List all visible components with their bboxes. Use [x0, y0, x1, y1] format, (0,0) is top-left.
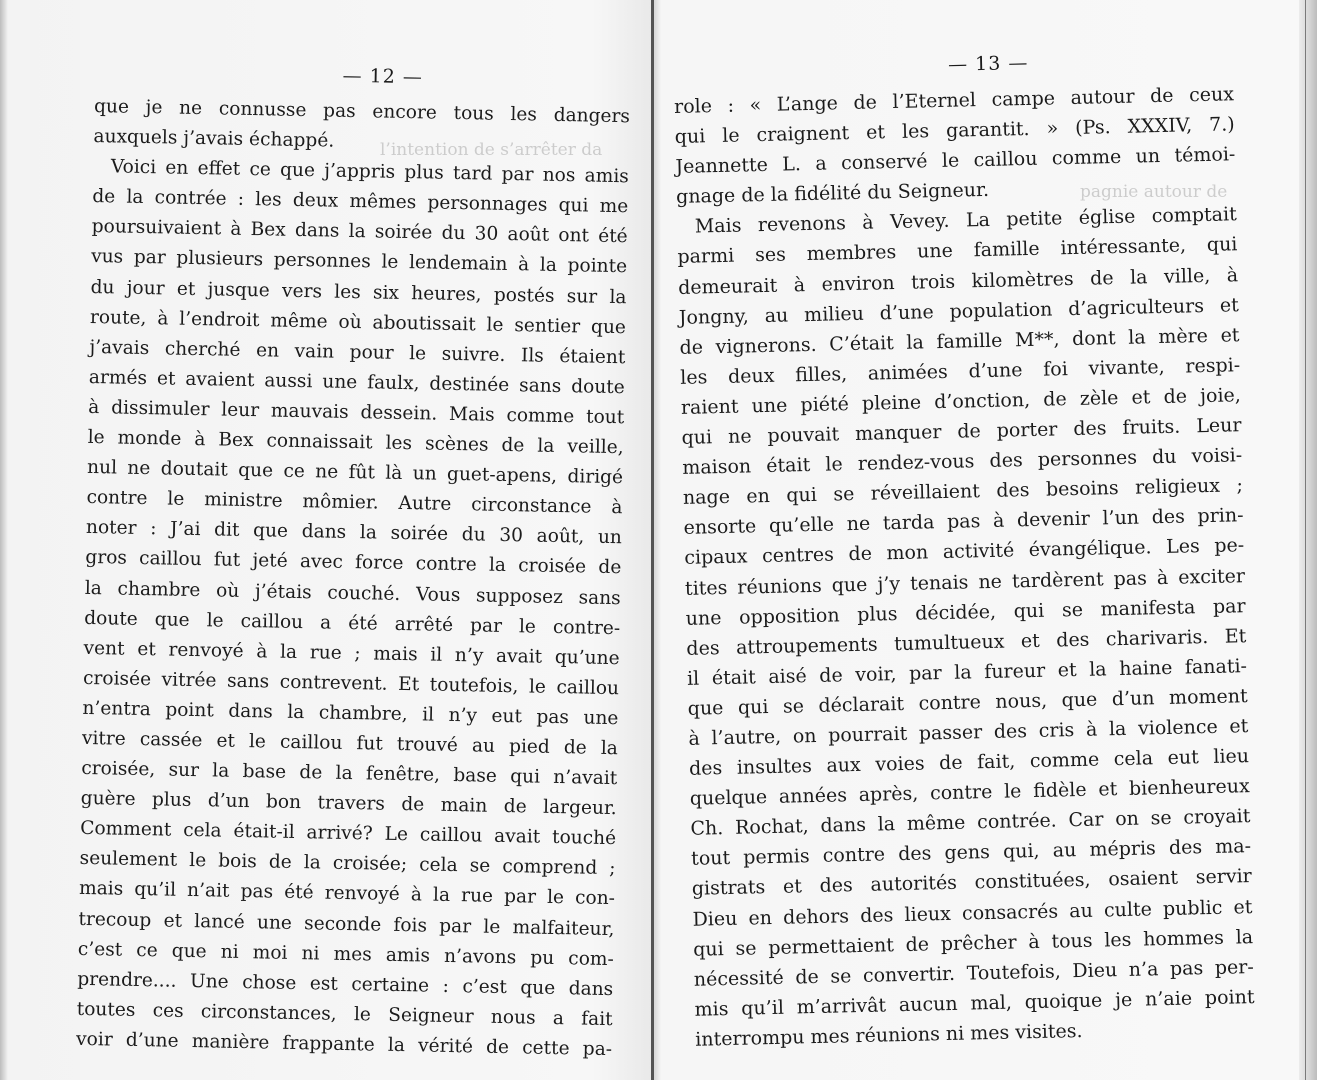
text-line: une opposition plus décidée, qui se manifesta par: [685, 594, 1246, 630]
text-line: parmi ses membres une famille intéressante, qui: [677, 233, 1238, 269]
text-line: du jour et jusque vers les six heures, postés sur la: [90, 276, 627, 308]
text-line: Ch. Rochat, dans la même contrée. Car on se croyait: [690, 805, 1251, 841]
text-line: doute que le caillou a été arrêté par le contre-: [84, 607, 621, 639]
text-line: de vignerons. C’était la famille M**, dont la mère et: [679, 323, 1240, 359]
text-line: Mais revenons à Vevey. La petite église comptait: [694, 203, 1237, 238]
text-line: armés et avaient aussi une faulx, destinée sans doute: [88, 366, 625, 399]
page-edge: [1299, 0, 1317, 1080]
text-line: que qui se déclarait contre nous, que d’un moment: [687, 685, 1248, 720]
text-line: guère plus d’un bon travers de main de largeur.: [80, 788, 617, 820]
text-line: demeurait à environ trois kilomètres de la ville, à: [677, 263, 1239, 299]
text-line: il était aisé de voir, par la fureur et la haine fanati-: [686, 654, 1248, 690]
text-line: tites réunions que j’y tenais ne tardèrent pas à exciter: [684, 564, 1246, 600]
text-line: raient une piété pleine d’onction, de zèle et de joie,: [680, 384, 1242, 419]
page-shadow: [0, 0, 8, 1080]
text-line: mis qu’il m’arrivât aucun mal, quoique je n’aie point: [694, 985, 1255, 1021]
text-line: auxquels j’avais échappé.: [93, 126, 335, 152]
text-line: Comment cela était-il arrivé? Le caillou avait touché: [80, 818, 617, 850]
page-number-left: — 12 —: [342, 64, 424, 89]
right-page: [673, 45, 1255, 1054]
text-line: gnage de la fidélité du Seigneur.: [675, 179, 990, 209]
text-line: des attroupements tumultueux et des charivaris. Et: [686, 624, 1247, 660]
left-page-text: [76, 92, 630, 1065]
text-line: seulement le bois de la croisée; cela se comprend ;: [79, 848, 616, 880]
text-line: route, à l’endroit même où aboutissait le sentier que: [89, 306, 627, 338]
text-line: j’avais cherché en vain pour le suivre. Ils étaient: [89, 336, 626, 368]
bleed-through-text-left: l’intention de s’arrêter da: [380, 140, 603, 160]
text-line: trecoup et lancé une seconde fois par le malfaiteur,: [78, 908, 615, 940]
text-line: gros caillou fut jeté avec force contre la croisée de: [85, 547, 622, 579]
text-line: vitre cassée et le caillou fut trouvé au pied de la: [81, 727, 619, 760]
text-line: Dieu en dehors des lieux consacrés au culte public et: [692, 895, 1253, 931]
text-line: maison était le rendez-vous des personnes du voisi-: [682, 444, 1243, 480]
text-line: gistrats et des autorités constituées, osaient servir: [691, 865, 1252, 901]
text-line: croisée vitrée sans contrevent. Et toutefois, le caillou: [82, 667, 620, 699]
page-number-right: — 13 —: [947, 51, 1029, 76]
text-line: voir d’une manière frappante la vérité de cette pa-: [75, 1028, 613, 1061]
text-line: les deux filles, animées d’une foi vivante, respi-: [680, 354, 1241, 389]
text-line: Jeannette L. a conservé le caillou comme un témoi-: [675, 143, 1236, 179]
text-line: nul ne doutait que ce ne fût là un guet-apens, dirigé: [86, 457, 624, 489]
book-gutter: [651, 0, 654, 1080]
text-line: toutes ces circonstances, le Seigneur nous a fait: [76, 998, 613, 1030]
bleed-through-text-right: pagnie autour de: [1080, 182, 1228, 202]
text-line: que je ne connusse pas encore tous les dangers: [93, 95, 631, 128]
text-line: n’entra point dans la chambre, il n’y eut pas une: [82, 697, 619, 730]
text-line: nécessité de se convertir. Toutefois, Dieu n’a pas per-: [693, 955, 1255, 991]
text-line: Jongny, au milieu d’une population d’agriculteurs et: [678, 293, 1239, 329]
text-line: le monde à Bex connaissait les scènes de la veille,: [87, 426, 624, 459]
left-page: [76, 58, 631, 1065]
text-line: Voici en effet ce que j’appris plus tard par nos amis: [110, 156, 630, 188]
text-line: de la contrée : les deux mêmes personnages qui me: [92, 186, 629, 218]
text-line: mais qu’il n’ait pas été renvoyé à la rue par le con-: [78, 878, 616, 910]
text-line: nage en qui se réveillaient des besoins religieux ;: [682, 474, 1244, 510]
text-line: vus par plusieurs personnes le lendemain à la pointe: [90, 246, 628, 278]
text-line: poursuivaient à Bex dans la soirée du 30 août ont été: [91, 216, 628, 248]
text-line: noter : J’ai dit que dans la soirée du 30 août, un: [85, 517, 623, 549]
text-line: prendre.... Une chose est certaine : c’est que dans: [77, 968, 614, 1000]
text-line: qui ne pouvait manquer de porter des fruits. Leur: [681, 414, 1242, 449]
text-line: qui le craignent et les garantit. » (Ps. XXXIV, 7.): [674, 113, 1235, 149]
text-line: des insultes aux voies de fait, comme cela eut lieu: [688, 745, 1250, 780]
text-line: vent et renvoyé à la rue ; mais il n’y avait qu’une: [83, 637, 620, 669]
text-line: cipaux centres de mon activité évangélique. Les pe-: [684, 534, 1245, 570]
text-line: à l’autre, on pourrait passer des cris à la violence et: [688, 715, 1249, 750]
text-line: role : « L’ange de l’Eternel campe autour de ceux: [673, 83, 1235, 118]
text-line: ensorte qu’elle ne tarda pas à devenir l’un des prin-: [683, 504, 1244, 540]
text-line: croisée, sur la base de la fenêtre, base qui n’avait: [81, 757, 618, 790]
text-line: qui se permettaient de prêcher à tous les hommes la: [692, 925, 1254, 961]
text-line: c’est ce que ni moi ni mes amis n’avons pu com-: [77, 938, 614, 970]
text-line: tout permis contre des gens qui, au mépris des ma-: [690, 835, 1252, 871]
text-line: quelque années après, contre le fidèle et bienheureux: [689, 775, 1250, 810]
text-line: à dissimuler leur mauvais dessein. Mais comme tout: [88, 396, 625, 429]
right-page-text: [674, 79, 1256, 1054]
text-line: interrompu mes réunions ni mes visites.: [695, 1019, 1083, 1051]
text-line: la chambre où j’étais couché. Vous supposez sans: [84, 577, 621, 609]
text-line: contre le ministre mômier. Autre circonstance à: [86, 487, 623, 519]
